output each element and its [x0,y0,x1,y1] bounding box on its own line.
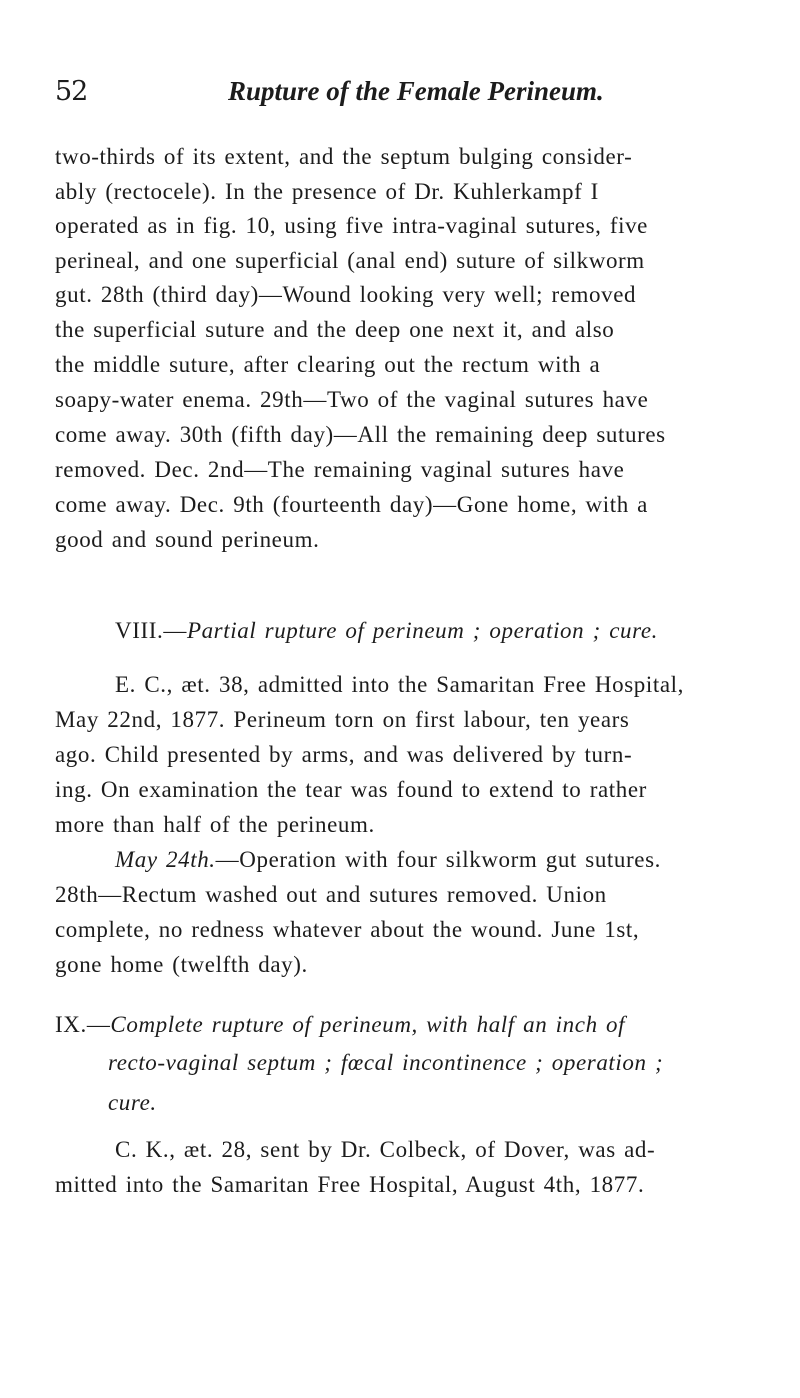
case-title-continued: cure. [108,1090,157,1115]
text-line: gut. 28th (third day)—Wound looking very well; removed [55,282,637,307]
text-line: good and sound perineum. [55,527,320,552]
text-line: operated as in fig. 10, using five intra-vaginal sutures, five [55,213,648,238]
text-line: two-thirds of its extent, and the septum bulging consider- [55,144,633,169]
text-line: soapy-water enema. 29th—Two of the vaginal sutures have [55,387,649,412]
text-line: mitted into the Samaritan Free Hospital, August 4th, 1877. [55,1172,645,1197]
text-line: perineal, and one superficial (anal end) suture of silkworm [55,248,645,273]
text-line: ago. Child presented by arms, and was delivered by turn- [55,742,633,767]
text-line [115,845,661,875]
case-number: IX.— [55,1012,111,1037]
text-line: 28th—Rectum washed out and sutures removed. Union [55,882,607,907]
case-title: Complete rupture of perineum, with half an inch of [110,1012,626,1037]
text-line: ing. On examination the tear was found to extend to rather [55,777,647,802]
entry-date: May 24th. [115,847,216,872]
running-title: Rupture of the Female Perineum. [228,76,604,106]
text-line: the superficial suture and the deep one next it, and also [55,317,615,342]
text-line: ably (rectocele). In the presence of Dr. Kuhlerkampf I [55,179,599,204]
text-line: removed. Dec. 2nd—The remaining vaginal sutures have [55,457,625,482]
case-number: VIII.— [115,618,187,643]
page-number: 52 [55,76,88,107]
case-title-continued: recto-vaginal septum ; fœcal incontinence ; operation ; [108,1050,664,1075]
text-line: come away. Dec. 9th (fourteenth day)—Gone home, with a [55,492,648,517]
text-line: gone home (twelfth day). [55,952,308,977]
case-heading [115,616,658,646]
case-heading [55,1010,625,1040]
text-line: the middle suture, after clearing out the rectum with a [55,352,601,377]
text-line: come away. 30th (fifth day)—All the remaining deep sutures [55,422,666,447]
text-line: complete, no redness whatever about the wound. June 1st, [55,917,640,942]
text-line: E. C., æt. 38, admitted into the Samaritan Free Hospital, [115,672,684,697]
text-line: more than half of the perineum. [55,812,375,837]
text-line: C. K., æt. 28, sent by Dr. Colbeck, of Dover, was ad- [115,1137,656,1162]
entry-text: —Operation with four silkworm gut sutures. [215,847,661,872]
text-line: May 22nd, 1877. Perineum torn on first labour, ten years [55,707,630,732]
case-title: Partial rupture of perineum ; operation ; cure. [186,618,658,643]
